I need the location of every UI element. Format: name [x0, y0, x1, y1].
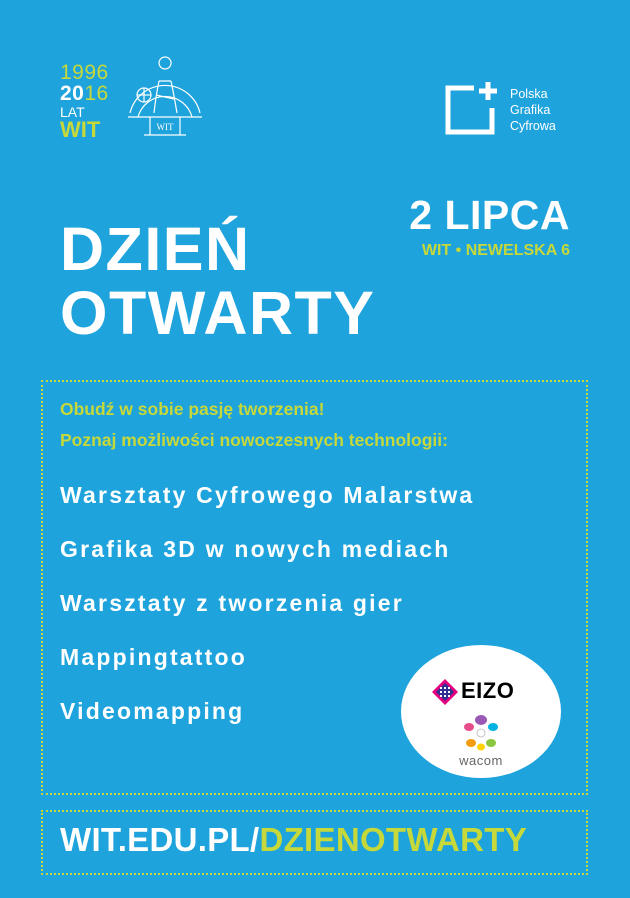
anniversary-wit: WIT: [60, 117, 101, 142]
eizo-logo-text: EIZO: [461, 678, 515, 703]
anniversary-lat: LAT: [60, 104, 85, 120]
event-title-line1: DZIEŃ: [60, 215, 251, 283]
url-domain: WIT.EDU.PL/: [60, 821, 260, 858]
event-title: [60, 217, 375, 345]
sponsor-badge: [401, 645, 561, 778]
crest-text: WIT: [156, 122, 174, 132]
event-place: WIT • NEWELSKA 6: [421, 242, 570, 259]
anniversary-end-year-prefix: 20: [60, 82, 85, 105]
university-crest-icon: [120, 55, 210, 140]
program-intro: [60, 394, 448, 456]
partner-logo-line2: Grafika: [510, 103, 551, 117]
partner-logo-line1: Polska: [510, 87, 548, 101]
program-item: Grafika 3D w nowych mediach: [60, 536, 451, 562]
anniversary-end-year-suffix: 16: [84, 82, 109, 105]
program-item: Warsztaty z tworzenia gier: [60, 590, 404, 616]
eizo-logo-icon: [431, 678, 459, 706]
event-date: 2 LIPCA: [409, 192, 570, 238]
intro-line2: Poznaj możliwości nowoczesnych technologii:: [60, 430, 448, 450]
partner-logo-line3: Cyfrowa: [510, 119, 556, 133]
event-title-line2: OTWARTY: [60, 279, 376, 347]
intro-line1: Obudź w sobie pasję tworzenia!: [60, 399, 325, 419]
anniversary-end-year: [60, 83, 109, 104]
url-path: DZIENOTWARTY: [259, 821, 528, 858]
program-item: Warsztaty Cyfrowego Malarstwa: [60, 482, 475, 508]
pgc-frame-icon: [444, 80, 498, 136]
partner-logo-text: [510, 86, 556, 134]
program-item: Mappingtattoo: [60, 644, 248, 670]
footer-url[interactable]: [60, 818, 527, 862]
wacom-logo-icon: [464, 715, 498, 751]
wacom-logo-text: wacom: [459, 753, 503, 768]
program-item: Videomapping: [60, 698, 245, 724]
anniversary-start-year: 1996: [60, 61, 109, 84]
anniversary-logo: [60, 62, 109, 141]
